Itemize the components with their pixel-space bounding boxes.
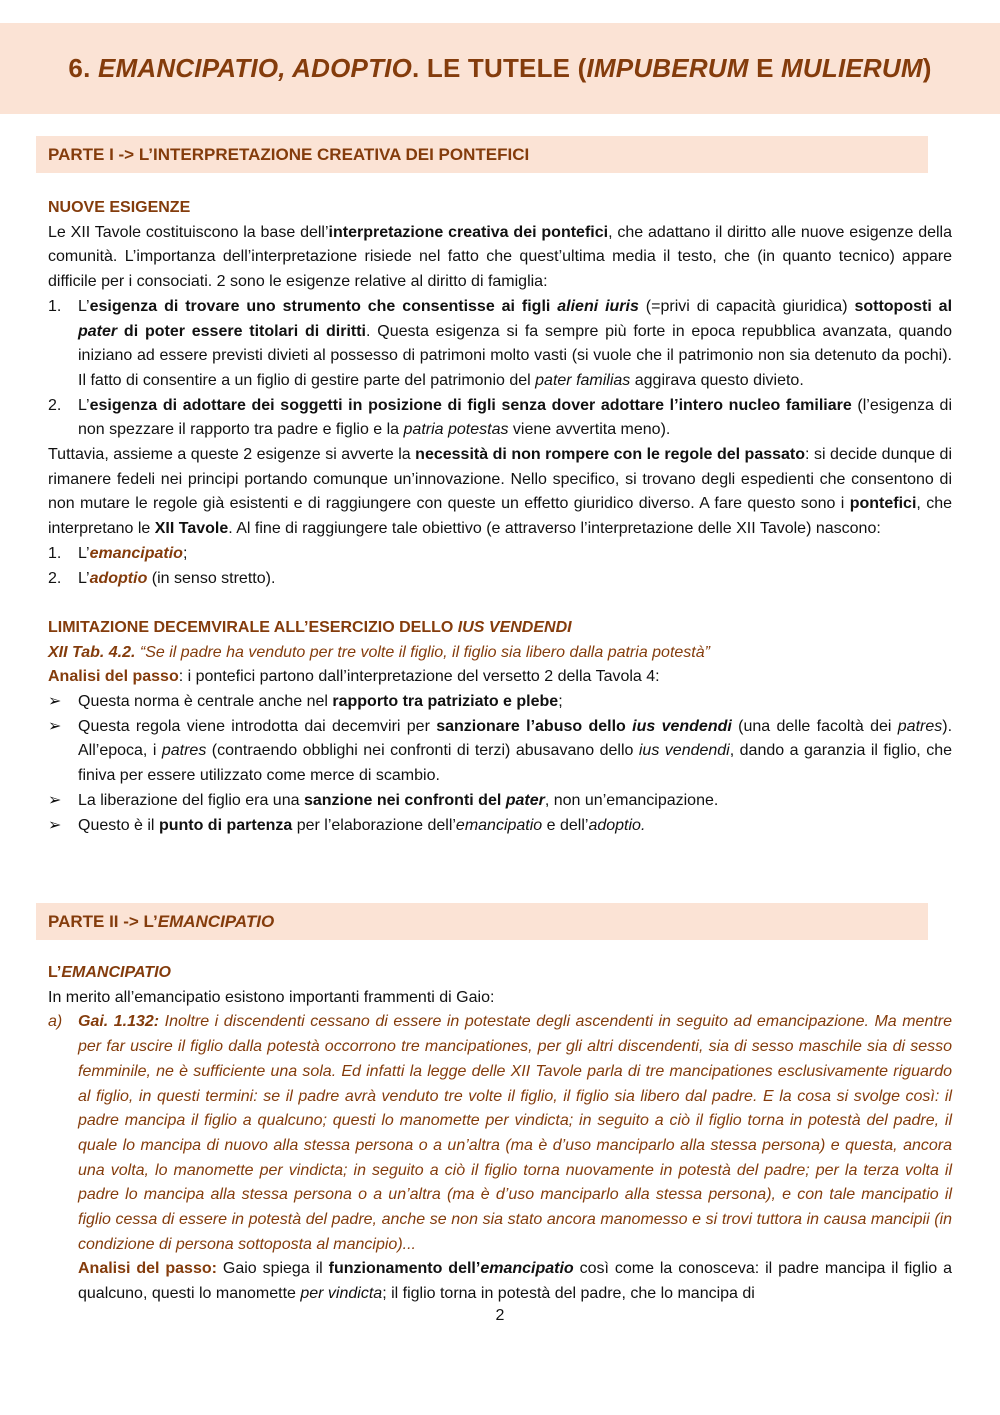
paragraph: In merito all’emancipatio esistono importanti frammenti di Gaio: bbox=[48, 988, 495, 1006]
list-item: 2. L’esigenza di adottare dei soggetti in posizione di figli senza dover adottare l’intero nucleo familiare (l’esigenza di non spezzare il rapporto tra padre e figlio e la patria potestas viene avvertita meno). bbox=[48, 396, 953, 439]
part-1-content bbox=[48, 196, 952, 838]
bullet-arrow-icon: ➢ bbox=[48, 791, 62, 809]
list-item: 1. L’esigenza di trovare uno strumento che consentisse ai figli alieni iuris (=privi di capacità giuridica) sottoposti al pater di poter essere titolari di diritti. Questa esigenza si fa sempre più forte in epoca repubblica avanzata, quando iniziano ad essere previsti divieti al possesso di patrimoni molto vasti (si vuole che il patrimonio non sia detenuto da pochi). Il fatto di consentire a un figlio di gestire parte del patrimonio del pater familias aggirava questo divieto. bbox=[48, 297, 953, 389]
page-number: 2 bbox=[495, 1307, 505, 1324]
bullet-item: ➢ La liberazione del figlio era una sanzione nei confronti del pater, non un’emancipazione. bbox=[48, 789, 952, 814]
part-2-heading: PARTE II -> L’EMANCIPATIO bbox=[48, 911, 275, 931]
list-item: 1. L’emancipatio; bbox=[48, 544, 188, 562]
page-title: 6. EMANCIPATIO, ADOPTIO. LE TUTELE (IMPUBERUM E MULIERUM) bbox=[68, 53, 932, 83]
bullet-item: ➢ Questo è il punto di partenza per l’elaborazione dell’emancipatio e dell’adoptio. bbox=[48, 814, 952, 839]
section-heading-nuove-esigenze: NUOVE ESIGENZE bbox=[48, 199, 191, 216]
title-band bbox=[0, 23, 1000, 114]
bullet-item: ➢ Questa norma è centrale anche nel rapporto tra patriziato e plebe; bbox=[48, 690, 952, 715]
part-2-content bbox=[48, 961, 952, 1307]
fragment-item: a) Gai. 1.132: Inoltre i discendenti cessano di essere in potestate degli ascendenti in seguito ad emancipazione. Ma mentre per far uscire il figlio dalla potestà occorrono tre mancipationes, per gli altri discendenti, sia di sesso maschile sia di sesso femminile, ne è sufficiente una sola. Ed infatti la legge delle XII Tavole parla di tre mancipationes esclusivamente riguardo al figlio, in questi termini: se il padre avrà venduto tre volte il figlio, il figlio sia libero dal padre. E la cosa si svolge così: il padre mancipa il figlio a qualcuno; questi lo manomette per vindicta; in seguito a ciò il figlio torna in potestà del padre, il quale lo mancipa di nuovo alla stessa persona o a un’altra (ma è d’uso manciparlo alla stessa persona) e questa, ancora una volta, lo manomette per vindicta; in seguito a ciò il figlio torna nuovamente in potestà del padre; per la terza volta il padre lo mancipa alla stessa persona o a un’altra (ma è d’uso manciparlo alla stessa persona), e con tale mancipatio il figlio cessa di essere in potestà del padre, anche se non sia stato ancora manomesso e si trovi tuttora in causa mancipii (in condizione di persona sottoposta al mancipio)... Analisi del passo: Gaio spiega il funzionamento dell’emancipatio così come la conosceva: il padre mancipa il figlio a qualcuno, questi lo manomette per vindicta; il figlio torna in potestà del padre, che lo mancipa di bbox=[48, 1013, 953, 1303]
paragraph: Le XII Tavole costituiscono la base dell’interpretazione creativa dei pontefici, che adattano il diritto alle nuove esigenze della comunità. L’importanza dell’interpretazione risiede nel fatto che quest’ultima media il testo, che (in quanto tecnico) appare difficile per i consociati. 2 sono le esigenze relative al diritto di famiglia: bbox=[48, 223, 953, 291]
paragraph: Tuttavia, assieme a queste 2 esigenze si avverte la necessità di non rompere con le regole del passato: si decide dunque di rimanere fedeli nei principi portando comunque un’innovazione. Nello specifico, si trovano degli espedienti che consentono di non mutare le regole già esistenti e di raggiungere con queste un effetto giuridico diverso. A fare questo sono i pontefici, che interpretano le XII Tavole. Al fine di raggiungere tale obiettivo (e attraverso l’interpretazione delle XII Tavole) nascono: bbox=[48, 446, 953, 538]
section-heading-emancipatio: L’EMANCIPATIO bbox=[48, 964, 171, 981]
list-item: 2. L’adoptio (in senso stretto). bbox=[48, 569, 276, 587]
bullet-item: ➢ Questa regola viene introdotta dai decemviri per sanzionare l’abuso dello ius vendendi (una delle facoltà dei patres). All’epoca, i patres (contraendo obblighi nei confronti di terzi) abusavano dello ius vendendi, dando a garanzia il figlio, che finiva per essere utilizzato come merce di scambio. bbox=[48, 715, 952, 789]
part-2-heading-band bbox=[36, 903, 928, 940]
bullet-arrow-icon: ➢ bbox=[48, 693, 62, 711]
analysis-line: Analisi del passo: i pontefici partono dall’interpretazione del versetto 2 della Tavola 4: bbox=[48, 668, 660, 686]
part-1-heading-band bbox=[36, 136, 928, 173]
bullet-arrow-icon: ➢ bbox=[48, 816, 62, 834]
section-heading-ius-vendendi: LIMITAZIONE DECEMVIRALE ALL’ESERCIZIO DELLO IUS VENDENDI bbox=[48, 618, 572, 636]
part-1-heading: PARTE I -> L’INTERPRETAZIONE CREATIVA DEI PONTEFICI bbox=[48, 144, 530, 164]
bullet-arrow-icon: ➢ bbox=[48, 717, 62, 735]
quote-xii-tab: XII Tab. 4.2. “Se il padre ha venduto per tre volte il figlio, il figlio sia libero dalla patria potestà” bbox=[48, 643, 710, 661]
